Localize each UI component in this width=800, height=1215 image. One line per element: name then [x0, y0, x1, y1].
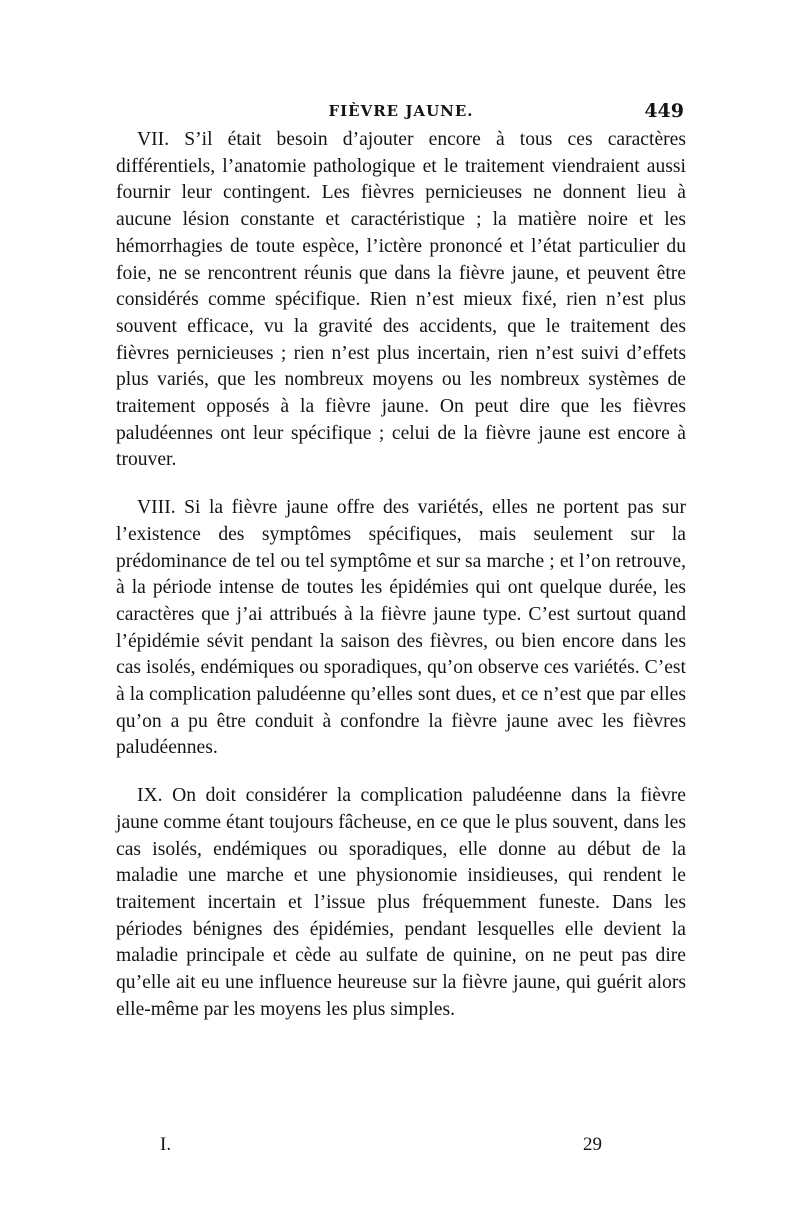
body-text	[116, 127, 686, 1024]
running-head	[116, 100, 686, 126]
paragraph-vii: VII. S’il était besoin d’ajouter encore à tous ces caractères différentiels, l’anatomie pathologique et le traitement viendraient aussi fournir leur contingent. Les fièvres pernicieuses ne donnent lieu à aucune lésion constante et caractéristique ; la matière noire et les hémorrhagies de toute espèce, l’ictère prononcé et l’état particulier du foie, ne se rencontrent réunis que dans la fièvre jaune, et peuvent être considérés comme spécifique. Rien n’est mieux fixé, rien n’est plus souvent efficace, vu la gravité des accidents, que le traitement des fièvres pernicieuses ; rien n’est plus incertain, rien n’est suivi d’effets plus variés, que les nombreux moyens ou les nombreux systèmes de traitement opposés à la fièvre jaune. On peut dire que les fièvres paludéennes ont leur spécifique ; celui de la fièvre jaune est encore à trouver.	[116, 129, 686, 471]
running-title: FIÈVRE JAUNE.	[328, 102, 474, 120]
paragraph-ix: IX. On doit considérer la complication paludéenne dans la fièvre jaune comme étant toujours fâcheuse, en ce que le plus souvent, dans les cas isolés, endémiques ou sporadiques, elle donne au début de la maladie une marche et une physionomie insidieuses, qui rendent le traitement incertain et l’issue plus fréquemment funeste. Dans les périodes bénignes des épidémies, pendant lesquelles elle devient la maladie principale et cède au sulfate de quinine, on ne peut pas dire qu’elle ait eu une influence heureuse sur la fièvre jaune, qui guérit alors elle-même par les moyens les plus simples.	[116, 785, 686, 1020]
signature-number: 29	[583, 1134, 602, 1155]
signature-mark: I.	[160, 1134, 172, 1155]
page-number: 449	[644, 100, 684, 122]
paragraph-viii: VIII. Si la fièvre jaune offre des variétés, elles ne portent pas sur l’existence des symptômes spécifiques, mais seulement sur la prédominance de tel ou tel symptôme et sur sa marche ; et l’on retrouve, à la période intense de toutes les épidémies qui ont quelque durée, les caractères que j’ai attribués à la fièvre jaune type. C’est surtout quand l’épidémie sévit pendant la saison des fièvres, ou bien encore dans les cas isolés, endémiques ou sporadiques, qu’on observe ces variétés. C’est à la complication paludéenne qu’elles sont dues, et ce n’est que par elles qu’on a pu être conduit à confondre la fièvre jaune avec les fièvres paludéennes.	[116, 497, 686, 759]
